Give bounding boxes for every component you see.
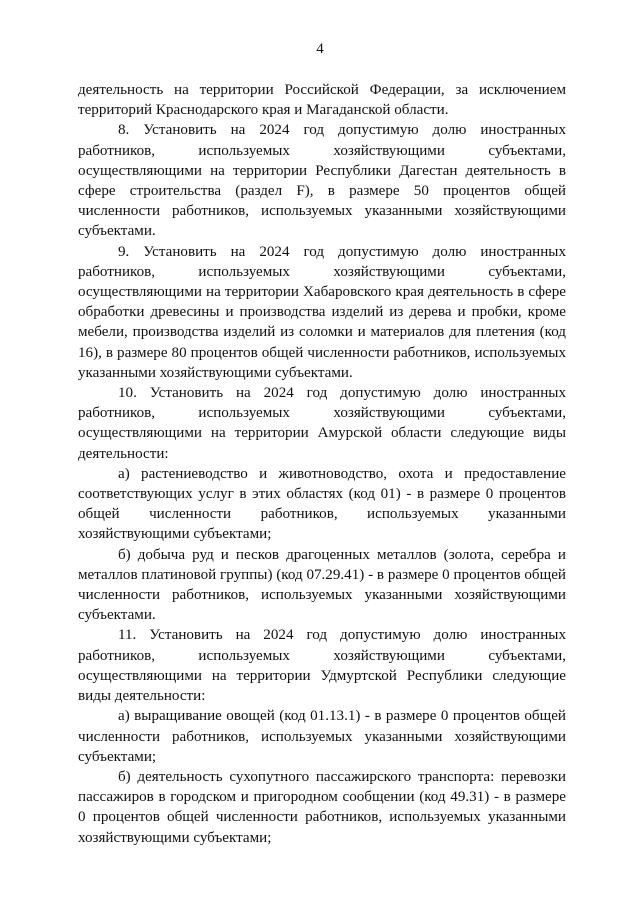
paragraph-item-10-a: а) растениеводство и животноводство, охота и предоставление соответствующих услуг в этих областях (код 01) - в размере 0 процентов общей численности работников, используемых указанными хозяйствующими субъектами;	[78, 465, 566, 543]
paragraph-item-11: 11. Установить на 2024 год допустимую долю иностранных работников, используемых хозяйствующими субъектами, осуществляющими на территории Удмуртской Республики следующие виды деятельности:	[78, 627, 566, 705]
paragraph-item-11-b: б) деятельность сухопутного пассажирского транспорта: перевозки пассажиров в городском и пригородном сообщении (код 49.31) - в размере 0 процентов общей численности работников, используемых указанными хозяйствующими субъектами;	[78, 768, 566, 846]
paragraph-continuation: деятельность на территории Российской Федерации, за исключением территорий Краснодарского края и Магаданской области.	[78, 82, 566, 119]
paragraph-item-11-a: а) выращивание овощей (код 01.13.1) - в размере 0 процентов общей численности работников, используемых указанными хозяйствующими субъектами;	[78, 708, 566, 765]
document-body	[78, 80, 566, 848]
page-number: 4	[316, 41, 324, 57]
paragraph-item-8: 8. Установить на 2024 год допустимую долю иностранных работников, используемых хозяйствующими субъектами, осуществляющими на территории Республики Дагестан деятельность в сфере строительства (раздел F), в размере 50 процентов общей численности работников, используемых указанными хозяйствующими субъектами.	[78, 122, 566, 240]
paragraph-item-10-b: б) добыча руд и песков драгоценных металлов (золота, серебра и металлов платиновой группы) (код 07.29.41) - в размере 0 процентов общей численности работников, используемых указанными хозяйствующими субъектами.	[78, 546, 566, 624]
paragraph-item-9: 9. Установить на 2024 год допустимую долю иностранных работников, используемых хозяйствующими субъектами, осуществляющими на территории Хабаровского края деятельность в сфере обработки древесины и производства изделий из дерева и пробки, кроме мебели, производства изделий из соломки и материалов для плетения (код 16), в размере 80 процентов общей численности работников, используемых указанными хозяйствующими субъектами.	[78, 243, 566, 381]
paragraph-item-10: 10. Установить на 2024 год допустимую долю иностранных работников, используемых хозяйствующими субъектами, осуществляющими на территории Амурской области следующие виды деятельности:	[78, 385, 566, 462]
